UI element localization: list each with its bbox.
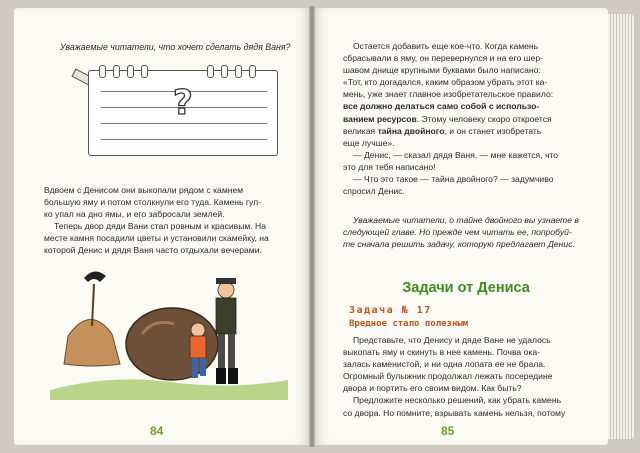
notepad-line [101,123,267,124]
text-line: «Тот, кто догадался, каким образом убрать этот ка- [343,77,548,88]
text-line: Уважаемые читатели, о тайне двойного вы узнаете в [353,215,579,225]
emphasis-text: тайна двойного [377,125,445,136]
text-line: мень, уже знает главное изобретательское правило: [343,89,554,100]
paragraph [44,184,282,257]
ring-icon [235,65,242,78]
notepad-illustration [88,70,278,156]
left-page [14,8,311,445]
ring-icon [113,65,120,78]
text-line [343,125,589,137]
dirt-mound [64,319,120,366]
text-line: Предложите несколько решений, как убрать камень [353,395,562,406]
book-spine [309,6,315,447]
text-line [343,113,589,125]
dialogue-line: — Денис, — сказал дядя Ваня, — мне кажется, что [353,149,559,160]
ring-icon [141,65,148,78]
man-head [218,282,234,298]
dialogue-line: — Что это такое — тайна двойного? — задумчиво [353,174,554,185]
task-number: Задача № 17 [349,305,432,316]
text-line: Остается добавить еще кое-что. Когда камень [353,41,539,51]
text-line: со двора. Но помните, взрывать камень нельзя, потому [343,407,566,418]
man-leg [228,334,235,368]
text-line: которой Денис и дядя Ваня часто отдыхали вечерами. [44,245,262,256]
dialogue-line: спросил Денис. [343,186,405,197]
notepad-line [101,139,267,140]
boy-leg [200,358,206,376]
grass-ground [50,379,288,400]
ring-icon [221,65,228,78]
text-line: Представьте, что Денису и дяде Ване не удалось [353,335,551,345]
task-subtitle: Вредное стало полезным [349,319,469,329]
text-fragment: . Этому человеку скоро откроется [416,113,552,124]
man-leg [218,334,225,368]
rule-text: все должно делаться само собой с использо- [343,101,540,112]
page-edges [608,14,634,439]
man-body [216,298,236,334]
boulder-illustration [50,264,288,400]
text-line: следующей главе. Но прежде чем читать ее, попробуй- [343,227,572,238]
man-boot [228,368,238,384]
page-number: 85 [441,424,455,438]
section-title: Задачи от Дениса [402,280,530,296]
task-text [343,334,589,419]
boy-leg [192,358,198,378]
text-line: Вдвоем с Денисом они выкопали рядом с камнем [44,185,244,195]
ring-icon [207,65,214,78]
ring-icon [99,65,106,78]
text-line: залась каменистой, и ни одна лопата ее не брала. [343,359,546,370]
text-line: месте камня посадили цветы и установили скамейку, на [44,233,269,244]
boy-body [190,336,206,358]
dialogue-line: это для тебя написано! [343,161,436,172]
text-line: сбрасывали в яму, он перевернулся и на его шер- [343,53,543,64]
text-line: двора и портить его своим видом. Как быть? [343,383,522,394]
text-line: большую яму и потом столкнули его туда. Камень гул- [44,197,261,208]
ring-icon [249,65,256,78]
text-line: ко упал на дно ямы, и его забросали землей. [44,209,225,220]
text-line: еще лучше». [343,137,395,148]
page-number: 84 [150,424,164,438]
italic-note [343,214,589,250]
crow-icon [84,271,106,282]
text-line: выкопать яму и скинуть в нее камень. Почва ока- [343,347,540,358]
rule-text: ванием ресурсов [343,113,417,124]
text-line: Теперь двор дяди Вани стал ровным и красивым. На [54,221,267,232]
question-text: Уважаемые читатели, что хочет сделать дядя Ваня? [60,42,291,52]
man-cap [216,278,236,284]
text-line: шавом днище крупными буквами было написано: [343,65,541,76]
man-boot [216,368,226,384]
text-fragment: великая [343,125,378,136]
text-fragment: , и он станет изобретать [444,125,542,136]
text-line: те сначала решить задачу, которую предлагает Денис. [343,239,575,250]
ring-icon [127,65,134,78]
question-mark-icon: ? [173,83,193,123]
paragraph [343,40,589,197]
right-page [313,8,608,445]
boy-head [191,323,205,337]
text-line: Огромный булыжник продолжал лежать посередине [343,371,553,382]
